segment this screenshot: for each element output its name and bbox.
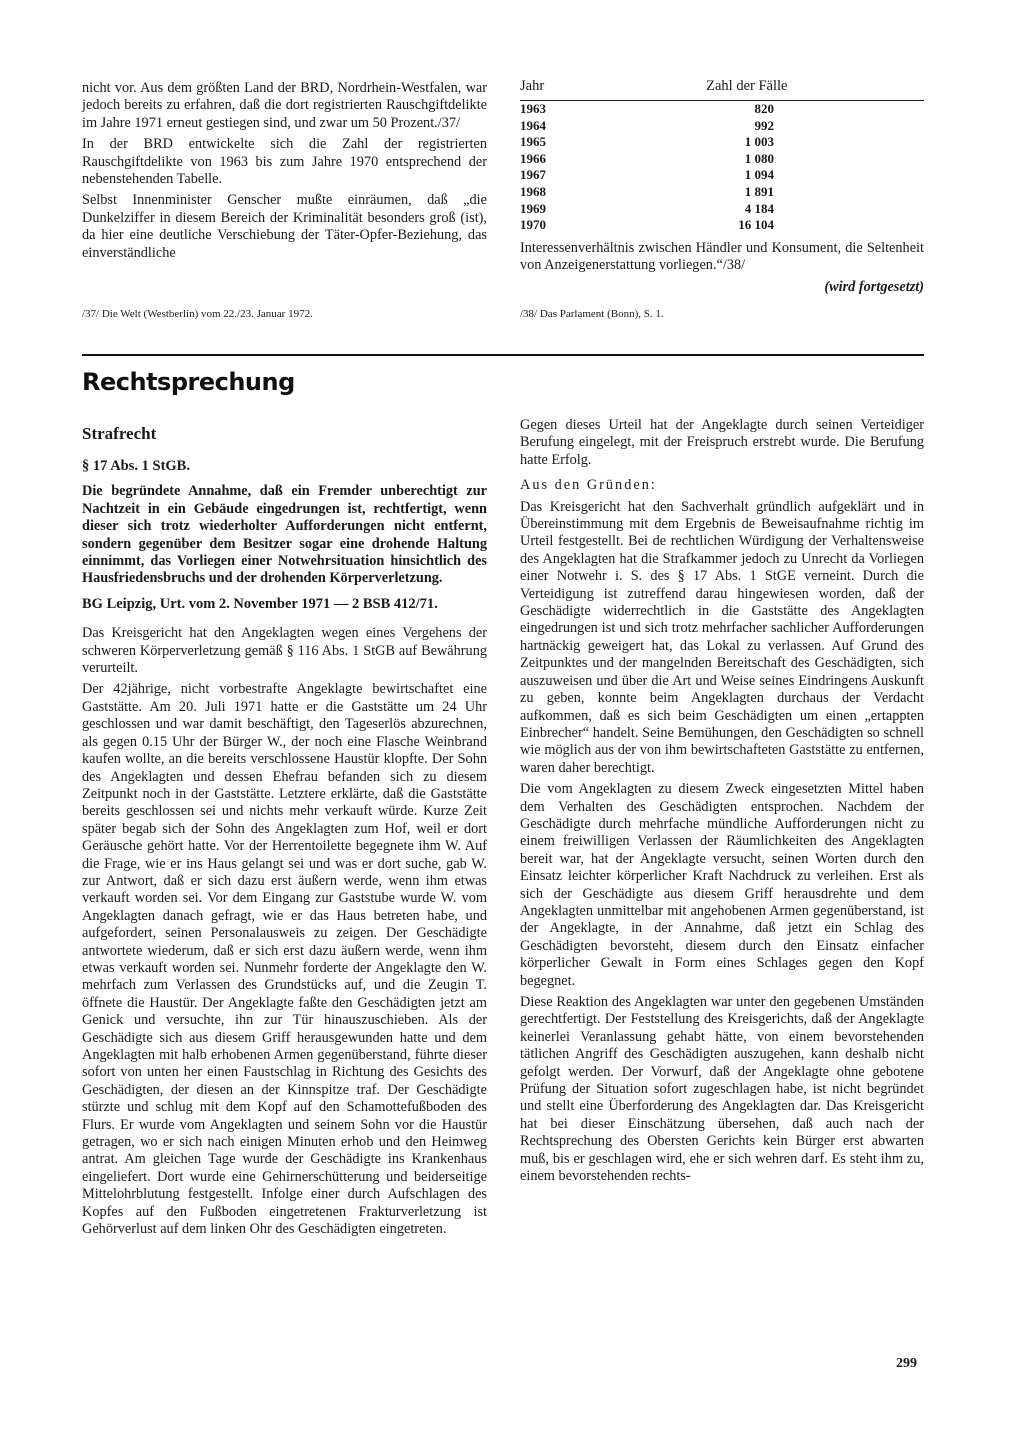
table-row: 1970 16 104 [520,217,774,233]
column-header-year: Jahr [520,78,545,94]
table-row: 1963 820 [520,101,774,116]
continued-note: (wird fortgesetzt) [824,278,924,295]
table-row: 1967 1 094 [520,167,774,183]
section-divider [82,354,924,356]
page-number: 299 [896,1356,917,1371]
paragraph: Diese Reaktion des Angeklagten war unter den gegebenen Umständen gerechtfertigt. Der Feststellung des Kreisgerichts, daß der Angeklagte keinerlei Veranlassung gehabt hätte, von einem bevorstehenden tätlichen Angriff des Geschädigten auszugehen, kann deshalb nicht gefolgt werden. Der Vorwurf, daß der Angeklagte ohne gebotene Prüfung der Situation sofort zugeschlagen habe, ist nicht begründet und stellt eine Überforderung des Angeklagten dar. Das Kreisgericht hat bei dieser Einschätzung übersehen, daß auch nach der Rechtsprechung des Obersten Gerichts kein Bürger erst abwarten muß, bis er geschlagen wird, ehe er sich wehren darf. Es steht ihm zu, einem bevorstehenden rechts- [520,994,924,1185]
footnote-38: /38/ Das Parlament (Bonn), S. 1. [520,308,664,320]
table-row: 1969 4 184 [520,200,774,216]
paragraph: Der 42jährige, nicht vorbestrafte Angeklagte bewirtschaftet eine Gaststätte. Am 20. Juli 1971 hatte er die Gaststätte um 24 Uhr geschlossen und war damit beschäftigt, den Tageserlös abzurechnen, als gegen 0.15 Uhr der Bürger W., der noch eine Flasche Weinbrand kaufen wollte, an die bereits verschlossene Haustür klopfte. Der Sohn des Angeklagten und dessen Ehefrau befanden sich zu diesem Zeitpunkt noch in der Gaststätte. Letztere erklärte, daß die Gaststätte bereits geschlossen sei und nichts mehr verkauft würde. Kurze Zeit später begab sich der Sohn des Angeklagten zum Hof, weil er dort Geräusche gehört hatte. Vor der Herrentoilette begegnete ihm W. Auf die Frage, wie er ins Haus gelangt sei und was er dort suche, gab W. zur Antwort, daß er sich dazu erst äußern werde, wenn ihm etwas verkauft worden sei. Vor dem Eingang zur Gaststube wurde W. vom Angeklagten danach gefragt, wie er das Haus betreten habe, und aufgefordert, seinen Personalausweis zu zeigen. Der Geschädigte antwortete wiederum, daß er sich erst dazu äußern werde, wenn ihm etwas verkauft worden sei. Nunmehr forderte der Angeklagte den W. mehrfach zum Verlassen des Grundstücks auf, und die Zeugin T. öffnete die Haustür. Der Angeklagte faßte den Geschädigten jetzt am Genick und versuchte, ihn zur Tür hinauszuschieben. Als der Geschädigte sich aus diesem Griff herausgewunden hatte und dem Angeklagten mit halb erhobenen Armen gegenüberstand, führte dieser sofort von unten her einen Faustschlag in Richtung des Gesichts des Geschädigten, der diesen an der Kinnspitze traf. Der Geschädigte stürzte und schlug mit dem Kopf auf den Schamottefußboden des Flurs. Er wurde vom Angeklagten und seinem Sohn vor die Haustür getragen, wo er sich nach einigen Minuten erhob und den Heimweg antrat. Am gleichen Tage wurde der Geschädigte ins Krankenhaus eingeliefert. Dort wurde eine Gehirnerschütterung und beiderseitige Mittelohrblutung festgestellt. Infolge einer durch Aufschlagen des Kopfes auf den Fußboden eingetretenen Frakturverletzung ist Gehörverlust auf dem linken Ohr des Geschädigten eingetreten. [82,681,487,1238]
table-row: 1968 1 891 [520,183,774,199]
main-right-column [520,417,924,1185]
top-left-column [82,80,487,262]
table-row: 1965 1 003 [520,134,774,150]
paragraph: Gegen dieses Urteil hat der Angeklagte durch seinen Verteidiger Berufung eingelegt, mit der Freispruch erstrebt wurde. Die Berufung hatte Erfolg. [520,417,924,468]
paragraph: nicht vor. Aus dem größten Land der BRD, Nordrhein-Westfalen, war jedoch bereits zu erfahren, daß die dort registrierten Rauschgiftdelikte im Jahre 1971 erneut gestiegen sind, und zwar um 50 Prozent./37/ [82,80,487,131]
headnote: Die begründete Annahme, daß ein Fremder unberechtigt zur Nachtzeit in ein Gebäude eingedrungen ist, rechtfertigt, wenn dieser sich trotz wiederholter Aufforderungen nicht entfernt, sondern gegenüber dem Besitzer sogar eine drohende Haltung einnimmt, das Vorliegen einer Notwehrsituation hinsichtlich des Hausfriedensbruchs und der drohenden Körperverletzung. [82,483,487,587]
paragraph: Das Kreisgericht hat den Sachverhalt gründlich aufgeklärt und in Übereinstimmung mit dem Ergebnis de Beweisaufnahme richtig im Urteil festgestellt. Bei de rechtlichen Würdigung der Verhaltensweise des Angeklagten hat die Strafkammer jedoch zu Unrecht da Vorliegen einer Notwehr i. S. des § 17 Abs. 1 StGE verneint. Durch die Verteidigung ist zutreffend darau hingewiesen worden, daß der Geschädigte widerrechtlich in die Gaststätte des Angeklagten eingedrungen ist und sich trotz mehrfacher sachlicher Aufforderungen hartnäckig geweigert hat, das Lokal zu verlassen. Auf Grund des Zeitpunktes und der mangelnden Bereitschaft des Geschädigten, sich auszuweisen und über die Art und Weise seines Eindringens Auskunft zu geben, konnte beim Angeklagten durchaus der Verdacht aufkommen, daß es sich beim Geschädigten um einen „ertappten Einbrecher“ handelt. Seine Bemühungen, den Geschädigten so schnell wie möglich aus der von ihm bewirtschafteten Gaststätte zu entfernen, waren daher berechtigt. [520,498,924,776]
paragraph: Interessenverhältnis zwischen Händler und Konsument, die Seltenheit von Anzeigenerstattung vorliegen.“/38/ [520,239,924,274]
case-citation: BG Leipzig, Urt. vom 2. November 1971 — 2 BSB 412/71. [82,595,438,612]
paragraph: Die vom Angeklagten zu diesem Zweck eingesetzten Mittel haben dem Verhalten des Geschädigten entsprochen. Nachdem der Geschädigte durch mehrfache mündliche Aufforderungen nicht zu einem freiwilligen Verlassen der Räumlichkeiten des Angeklagten bereit war, hat der Angeklagte versucht, seinen Worten durch den Einsatz leichter körperlicher Kraft Nachdruck zu verleihen. Erst als sich der Geschädigte aus diesem Griff herausdrehte und dem Angeklagten unmittelbar mit angehobenen Armen gegenüberstand, ist der Angeklagte, in der Annahme, daß jetzt ein Schlag des Geschädigten bevorsteht, diesem durch den Einsatz einfacher körperlicher Gewalt in Form eines Schlages gegen den Kopf begegnet. [520,781,924,989]
table-row: 1966 1 080 [520,150,774,166]
drug-offense-statistics-table [520,78,924,234]
statistics-table-block [520,78,924,296]
subsection-title: Strafrecht [82,424,157,443]
section-title: Rechtsprechung [82,368,295,396]
main-left-column [82,424,487,1238]
statute-reference: § 17 Abs. 1 StGB. [82,458,190,474]
footnote-37: /37/ Die Welt (Westberlin) vom 22./23. Januar 1972. [82,308,313,320]
paragraph: Selbst Innenminister Genscher mußte einräumen, daß „die Dunkelziffer in diesem Bereich der Kriminalität besonders groß (ist), da hier eine deutliche Verschiebung der Täter-Opfer-Beziehung, das einverständliche [82,192,487,261]
paragraph: In der BRD entwickelte sich die Zahl der registrierten Rauschgiftdelikte von 1963 bis zum Jahre 1970 entsprechend der nebenstehenden Tabelle. [82,136,487,188]
table-row: 1964 992 [520,117,774,133]
grounds-heading: Aus den Gründen: [520,477,657,494]
paragraph: Das Kreisgericht hat den Angeklagten wegen eines Vergehens der schweren Körperverletzung gemäß § 116 Abs. 1 StGB auf Bewährung verurteilt. [82,625,487,677]
column-header-cases: Zahl der Fälle [706,78,788,94]
